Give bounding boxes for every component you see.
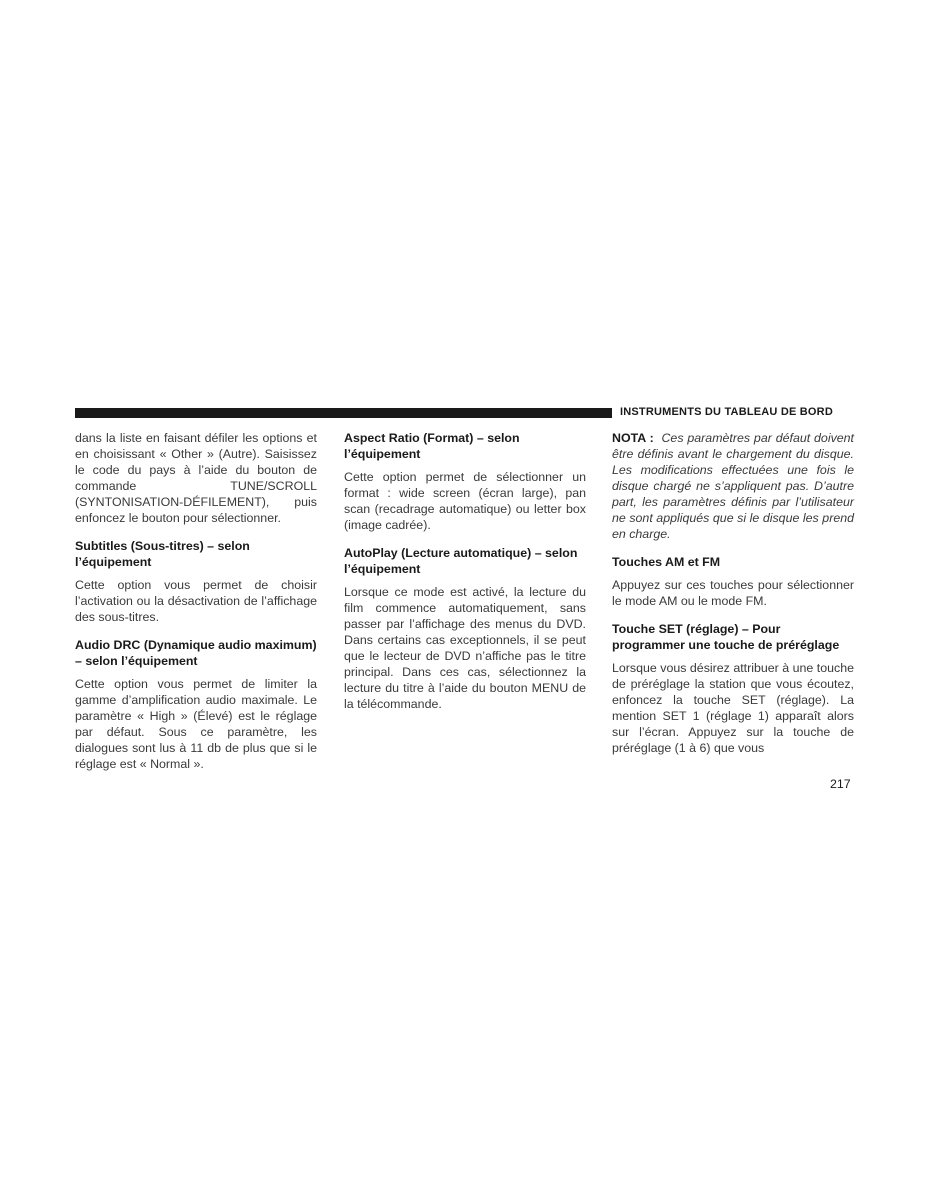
subtitles-heading: Subtitles (Sous-titres) – selon l’équipement <box>75 539 250 569</box>
intro-paragraph: dans la liste en faisant défiler les options et en choisissant « Other » (Autre). Saisissez le code du pays à l’aide du bouton de commande TUNE/SCROLL (SYNTONISATION-DÉFILEMENT), puis enfoncez le bouton pour sélectionner. <box>75 431 317 525</box>
audio-drc-heading: Audio DRC (Dynamique audio maximum) – selon l’équipement <box>75 638 317 668</box>
aspect-ratio-heading: Aspect Ratio (Format) – selon l’équipement <box>344 431 520 461</box>
section-header-bar <box>75 408 612 418</box>
page-number: 217 <box>830 777 851 791</box>
nota-paragraph <box>612 430 854 542</box>
autoplay-paragraph: Lorsque ce mode est activé, la lecture du film commence automatiquement, sans passer par l’affichage des menus du DVD. Dans certains cas exceptionnels, il se peut que le lecteur de DVD n’affiche pas le titre principal. Dans ces cas, sélectionnez la lecture du titre à l’aide du bouton MENU de la télécommande. <box>344 585 586 711</box>
column-middle <box>344 430 586 720</box>
nota-text: Ces paramètres par défaut doivent être définis avant le chargement du disque. Les modifications effectuées une fois le disque chargé ne s’appliquent pas. D’autre part, les paramètres définis par l’utilisateur ne sont appliqués que si le disque les prend en charge. <box>612 431 854 541</box>
audio-drc-paragraph: Cette option vous permet de limiter la gamme d’amplification audio maximale. Le paramètre « High » (Élevé) est le réglage par défaut. Sous ce paramètre, les dialogues sont lus à 11 db de plus que si le réglage est « Normal ». <box>75 677 317 771</box>
column-left <box>75 430 317 780</box>
subtitles-paragraph: Cette option vous permet de choisir l’activation ou la désactivation de l’affichage des sous-titres. <box>75 578 317 624</box>
aspect-ratio-paragraph: Cette option permet de sélectionner un format : wide screen (écran large), pan scan (recadrage automatique) ou letter box (image cadrée). <box>344 470 586 532</box>
nota-label: NOTA : <box>612 431 654 445</box>
column-right <box>612 430 854 764</box>
autoplay-heading: AutoPlay (Lecture automatique) – selon l’équipement <box>344 546 578 576</box>
am-fm-paragraph: Appuyez sur ces touches pour sélectionner le mode AM ou le mode FM. <box>612 578 854 608</box>
section-title: INSTRUMENTS DU TABLEAU DE BORD <box>620 406 833 418</box>
set-button-heading: Touche SET (réglage) – Pour programmer une touche de préréglage <box>612 622 840 652</box>
set-button-paragraph: Lorsque vous désirez attribuer à une touche de préréglage la station que vous écoutez, enfoncez la touche SET (réglage). La mention SET 1 (réglage 1) apparaît alors sur l’écran. Appuyez sur la touche de préréglage (1 à 6) que vous <box>612 661 854 755</box>
am-fm-heading: Touches AM et FM <box>612 555 721 569</box>
